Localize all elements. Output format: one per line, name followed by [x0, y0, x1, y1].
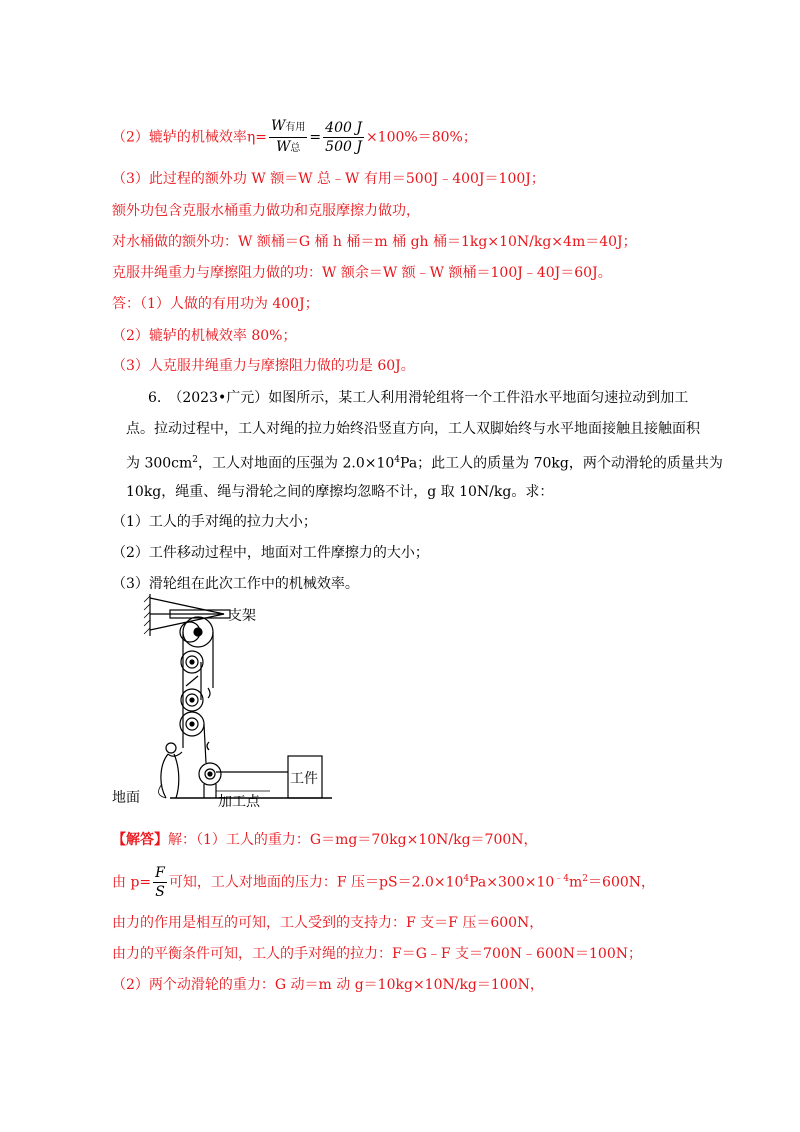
force-symbol: F [155, 865, 165, 882]
question-6-line-4: 10kg，绳重、绳与滑轮之间的摩擦均忽略不计，g 取 10N/kg。求： [126, 484, 554, 500]
answer-summary-3: （3）人克服井绳重力与摩擦阻力做的功是 60J。 [112, 358, 415, 374]
pressure-fraction [153, 864, 167, 901]
support-label: 支架 [228, 608, 256, 624]
text-line: 克服井绳重力与摩擦阻力做的功：W 额余＝W 额﹣W 额桶＝100J﹣40J＝60J。 [112, 265, 612, 281]
answer-summary-2: （2）辘轳的机械效率 80%； [112, 328, 297, 344]
a2-m: m [569, 874, 583, 891]
w-total: W [276, 139, 291, 155]
pulley-system-diagram [110, 588, 350, 813]
a2-sup2: ﹣4 [554, 874, 570, 884]
efficiency-fraction-numeric [323, 119, 364, 156]
f2-den: 500 J [325, 139, 362, 155]
answer-heading: 【解答】 [112, 832, 168, 848]
question-6-sub-1: （1）工人的手对绳的拉力大小； [112, 514, 317, 530]
worker-head [166, 743, 176, 753]
efficiency-suffix: ×100%＝80%； [365, 129, 477, 146]
q6-pressure-sup: 4 [394, 455, 401, 465]
a2-post: 可知，工人对地面的压力：F 压＝pS＝2.0×10 [168, 874, 464, 891]
processing-point-label: 加工点 [218, 794, 260, 810]
question-6-line-1: 6. （2023•广元）如图所示，某工人利用滑轮组将一个工件沿水平地面匀速拉动到加工 [148, 390, 689, 406]
text-line: 额外功包含克服水桶重力做功和克服摩擦力做功， [112, 203, 420, 219]
a2-sup: 4 [463, 874, 470, 884]
answer-weight: 解：（1）工人的重力：G＝mg＝70kg×10N/kg＝700N， [168, 832, 538, 848]
q6-area-sup: 2 [192, 455, 199, 465]
worker-body [161, 752, 182, 798]
question-6-sub-2: （2）工件移动过程中，地面对工件摩擦力的大小； [112, 545, 429, 561]
a2-sup3: 2 [582, 874, 589, 884]
question-6-line-3 [126, 450, 723, 474]
q6-mass: Pa；此工人的质量为 70kg，两个动滑轮的质量共为 [400, 455, 723, 472]
q6-area: 为 300cm [126, 455, 193, 472]
efficiency-equals: = [309, 129, 322, 146]
answer-line-3: 由力的作用是相互的可知，工人受到的支持力：F 支＝F 压＝600N， [112, 915, 544, 931]
answer-summary-heading: 答：（1）人做的有用功为 400J； [112, 296, 319, 312]
efficiency-line [112, 117, 477, 158]
answer-line-5: （2）两个动滑轮的重力：G 动＝m 动 g＝10kg×10N/kg＝100N， [112, 977, 544, 993]
w-useful-sub: 有用 [285, 122, 306, 133]
w-useful: W [271, 118, 286, 134]
a2-mid: Pa×300×10 [469, 874, 555, 891]
text-line: （3）此过程的额外功 W 额＝W 总﹣W 有用＝500J﹣400J＝100J； [112, 171, 545, 187]
f2-num: 400 J [325, 120, 362, 136]
w-total-sub: 总 [290, 143, 301, 154]
text-line: 对水桶做的额外功：W 额桶＝G 桶 h 桶＝m 桶 gh 桶＝1kg×10N/kg×4m＝40J； [112, 234, 637, 250]
ground-label: 地面 [112, 790, 140, 806]
question-6-line-2: 点。拉动过程中，工人对绳的拉力始终沿竖直方向，工人双脚始终与水平地面接触且接触面积 [126, 421, 700, 437]
question-6-sub-3: （3）滑轮组在此次工作中的机械效率。 [112, 576, 359, 592]
wall-hatching [144, 596, 150, 634]
a2-pre: 由 p= [112, 874, 152, 891]
a2-end: ＝600N， [588, 874, 656, 891]
efficiency-fraction-symbolic [269, 117, 307, 158]
efficiency-prefix: （2）辘轳的机械效率η= [112, 129, 268, 146]
area-symbol: S [155, 884, 165, 901]
workpiece-label: 工件 [290, 771, 318, 787]
answer-line-4: 由力的平衡条件可知，工人的手对绳的拉力：F＝G﹣F 支＝700N﹣600N＝100N； [112, 946, 642, 962]
answer-line-1 [112, 830, 538, 850]
answer-line-2 [112, 862, 655, 901]
q6-pressure: ，工人对地面的压强为 2.0×10 [198, 455, 395, 472]
